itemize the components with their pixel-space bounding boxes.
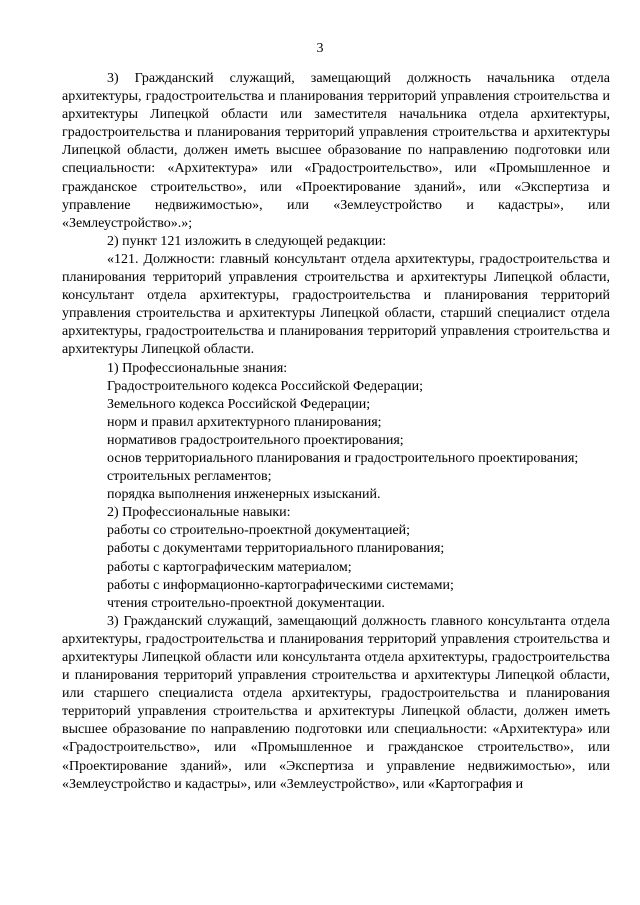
paragraph: работы с информационно-картографическими системами; <box>107 577 454 593</box>
paragraph: основ территориального планирования и градостроительного проектирования; <box>107 450 579 466</box>
paragraph: Земельного кодекса Российской Федерации; <box>107 396 371 412</box>
paragraph: Градостроительного кодекса Российской Федерации; <box>107 378 424 394</box>
paragraph: нормативов градостроительного проектирования; <box>107 432 404 448</box>
paragraph: 2) Профессиональные навыки: <box>107 505 291 521</box>
paragraph: строительных регламентов; <box>107 469 272 485</box>
page-number: 3 <box>316 41 324 56</box>
paragraph: 3) Гражданский служащий, замещающий должность начальника отдела архитектуры, градостроительства и планирования территорий управления строительства и архитектуры Липецкой области или заместителя начальника отдела архитектуры, градостроительства и планирования территорий управления строительства и архитектуры Липецкой области, должен иметь высшее образование по направлению подготовки или специальности: «Архитектура» или «Градостроительство», или «Промышленное и гражданское строительство», или «Проектирование зданий», или «Экспертиза и управление недвижимостью», или «Землеустройство и кадастры», или «Землеустройство».»; <box>62 71 610 231</box>
paragraph: 3) Гражданский служащий, замещающий должность главного консультанта отдела архитектуры, градостроительства и планирования территорий управления строительства и архитектуры Липецкой области или консультанта отдела архитектуры, градостроительства и планирования территорий управления строительства и архитектуры Липецкой области, или старшего специалиста отдела архитектуры, градостроительства и планирования территорий управления строительства и архитектуры Липецкой области, должен иметь высшее образование по направлению подготовки или специальности: «Архитектура» или «Градостроительство», или «Промышленное и гражданское строительство», или «Проектирование зданий», или «Экспертиза и управление недвижимостью», или «Землеустройство и кадастры», или «Землеустройство», или «Картография и <box>62 613 610 792</box>
paragraph: чтения строительно-проектной документации. <box>107 595 385 611</box>
paragraph: работы с документами территориального планирования; <box>107 541 445 557</box>
paragraph: «121. Должности: главный консультант отдела архитектуры, градостроительства и планирования территорий управления строительства и архитектуры Липецкой области, консультант отдела архитектуры, градостроительства и планирования территорий управления строительства и архитектуры Липецкой области, старший специалист отдела архитектуры, градостроительства и планирования территорий управления строительства и архитектуры Липецкой области. <box>62 251 610 358</box>
paragraph: 2) пункт 121 изложить в следующей редакции: <box>107 233 387 249</box>
paragraph: работы со строительно-проектной документацией; <box>107 523 411 539</box>
document-body <box>62 70 610 794</box>
paragraph: норм и правил архитектурного планирования; <box>107 414 382 430</box>
paragraph: порядка выполнения инженерных изысканий. <box>107 487 381 503</box>
paragraph: 1) Профессиональные знания: <box>107 360 288 376</box>
paragraph: работы с картографическим материалом; <box>107 559 352 575</box>
